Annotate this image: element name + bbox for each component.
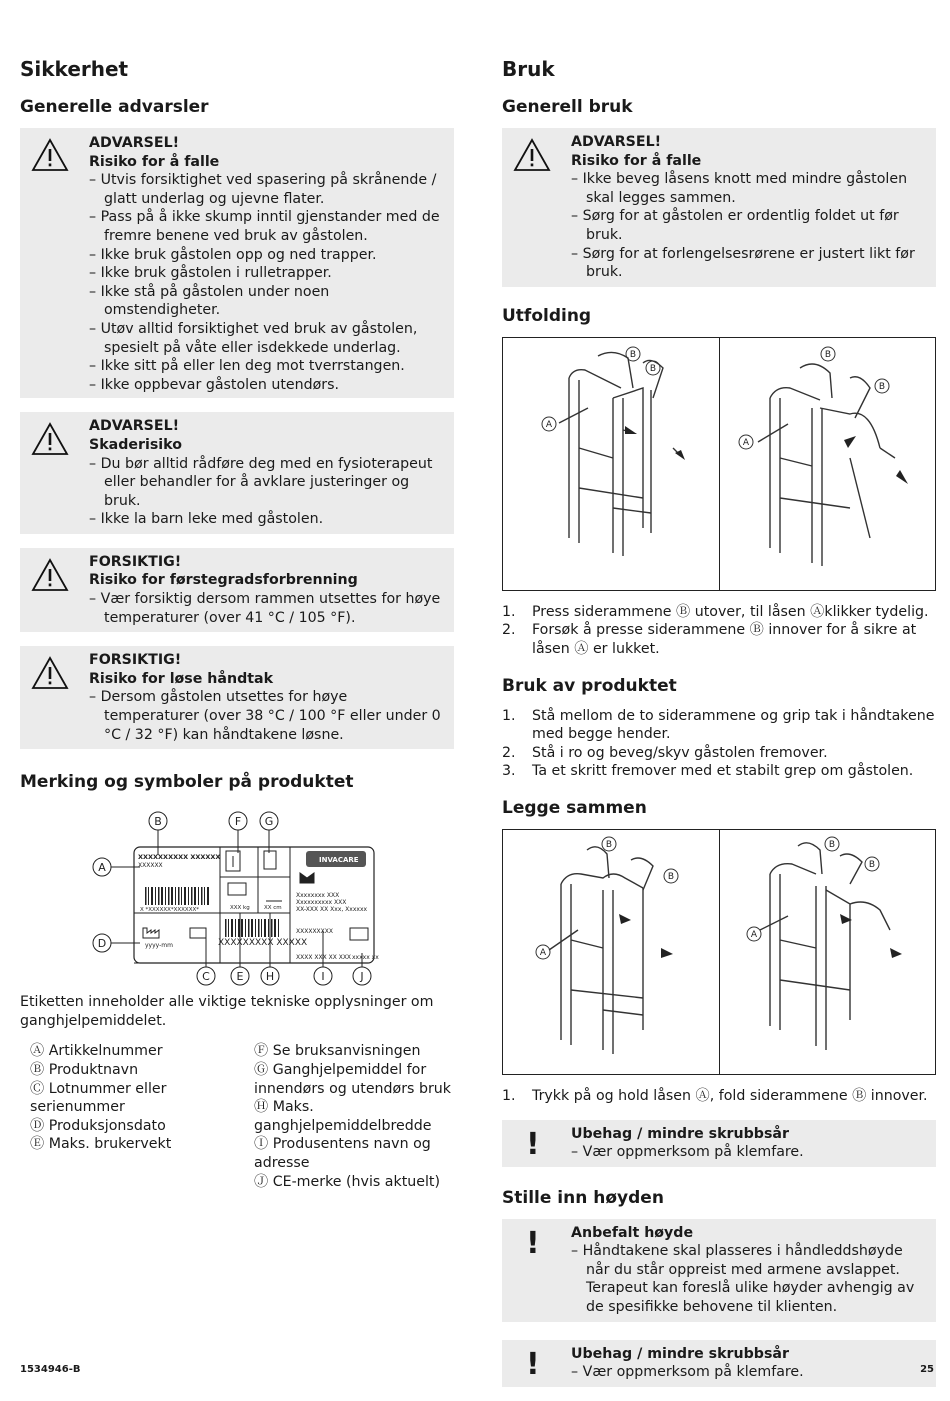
note-title: Ubehag / mindre skrubbsår: [571, 1345, 789, 1362]
note-item: – Håndtakene skal plasseres i håndleddshøyde når du står oppreist med armene avslappet. Terapeut kan foreslå ulike høyder avhengig av de spesifikke behovene til klienten.: [571, 1242, 928, 1316]
folding-illustration-2: [719, 830, 936, 1074]
section-labels-symbols: Merking og symboler på produktet: [20, 772, 354, 793]
unfolding-figure: [502, 337, 936, 591]
footer-page-number: 25: [920, 1364, 934, 1375]
caution-label: FORSIKTIG!: [89, 553, 182, 570]
note-title: Ubehag / mindre skrubbsår: [571, 1125, 789, 1142]
warning-item: – Du bør alltid rådføre deg med en fysioterapeut eller behandler for å avklare justeringer og bruk.: [89, 455, 446, 511]
exclamation-icon: !: [526, 1346, 540, 1382]
caution-box-handles: [20, 646, 454, 749]
callout-b: B: [828, 839, 836, 850]
label-line1: XXXXXXXXXX XXXXXX: [138, 853, 221, 862]
warning-title: Skaderisiko: [89, 436, 182, 453]
callout-d: D: [97, 937, 107, 951]
warning-triangle-icon: [31, 422, 69, 456]
section-unfolding: Utfolding: [502, 305, 592, 326]
step-text: Stå i ro og beveg/skyv gåstolen fremover.: [532, 744, 828, 761]
warning-item: – Ikke oppbevar gåstolen utendørs.: [89, 376, 446, 395]
step-number: 3.: [502, 763, 516, 780]
step-number: 2.: [502, 622, 516, 639]
walker-unfold-illustration: [720, 338, 936, 590]
warning-label: ADVARSEL!: [571, 134, 662, 150]
callout-b: B: [667, 871, 675, 882]
legend-item: Ⓓ Produksjonsdato: [30, 1117, 166, 1134]
step-text: Stå mellom de to siderammene og grip tak i håndtakene med begge hender.: [532, 707, 935, 743]
step-item: [502, 1087, 936, 1106]
exclamation-icon: !: [526, 1126, 540, 1162]
label-address-2: Xxxxxxxxxx XXX: [296, 899, 347, 907]
note-item: – Vær oppmerksom på klemfare.: [571, 1363, 928, 1382]
product-label-figure: [20, 803, 454, 989]
section-folding: Legge sammen: [502, 797, 647, 818]
caution-item: – Vær forsiktig dersom rammen utsettes for høye temperaturer (over 41 °C / 105 °F).: [89, 590, 446, 627]
callout-h: H: [265, 970, 275, 984]
unfolding-steps: [502, 603, 936, 659]
section-height-adjust: Stille inn høyden: [502, 1187, 664, 1208]
section-general-warnings: Generelle advarsler: [20, 97, 209, 117]
legend-item: Ⓖ Ganghjelpemiddel for innendørs og utendørs bruk: [254, 1062, 452, 1097]
callout-f: F: [234, 815, 242, 829]
warning-item: – Sørg for at gåstolen er ordentlig foldet ut før bruk.: [571, 207, 928, 244]
step-text: Ta et skritt fremover med et stabilt grep om gåstolen.: [532, 763, 914, 780]
callout-b: B: [154, 815, 162, 829]
walker-unfold-illustration: [503, 338, 719, 590]
unfolding-illustration-2: [719, 338, 936, 590]
callout-i: I: [321, 970, 325, 984]
folding-figure: [502, 829, 936, 1075]
caution-box-burn: [20, 548, 454, 632]
warning-item: – Ikke beveg låsens knott med mindre gåstolen skal legges sammen.: [571, 170, 928, 207]
callout-b: B: [824, 349, 832, 360]
warning-box-fall: [20, 128, 454, 398]
callout-b: B: [629, 349, 637, 360]
warning-item: – Utøv alltid forsiktighet ved bruk av gåstolen, spesielt på våte eller isdekkede underlag.: [89, 320, 446, 357]
walker-fold-illustration: [720, 830, 936, 1074]
label-line2: XXXXXX: [138, 862, 163, 870]
warning-title: Risiko for å falle: [89, 153, 220, 170]
legend-item: Ⓙ CE-merke (hvis aktuelt): [254, 1173, 441, 1190]
warning-item: – Ikke bruk gåstolen i rulletrapper.: [89, 264, 446, 283]
legend-item: Ⓘ Produsentens navn og adresse: [254, 1136, 431, 1171]
unfolding-illustration-1: [503, 338, 719, 590]
callout-e: E: [236, 970, 244, 984]
legend-item: Ⓕ Se bruksanvisningen: [254, 1043, 421, 1060]
use-steps: [502, 707, 936, 781]
label-ce: xxxxx xx: [352, 954, 379, 962]
label-bottom: XXXX XXX XX XXX: [296, 954, 352, 962]
legend-item: Ⓒ Lotnummer eller serienummer: [30, 1080, 167, 1116]
step-number: 2.: [502, 744, 516, 761]
label-date: yyyy-mm: [145, 942, 173, 950]
warning-label: ADVARSEL!: [89, 135, 180, 151]
label-brand-logo: INVACARE: [319, 856, 359, 865]
warning-triangle-icon: [31, 558, 69, 592]
caution-label: FORSIKTIG!: [89, 652, 182, 669]
caution-title: Risiko for førstegradsforbrenning: [89, 572, 358, 589]
warning-label: ADVARSEL!: [89, 418, 180, 435]
step-item: [502, 603, 936, 622]
label-lot: XXXXXXXXX: [296, 928, 333, 936]
caution-title: Risiko for løse håndtak: [89, 670, 274, 687]
warning-triangle-icon: [31, 138, 69, 172]
warning-box-use: [502, 128, 936, 287]
callout-b: B: [605, 839, 613, 850]
legend-item: Ⓑ Produktnavn: [30, 1062, 139, 1078]
label-address-3: XX-XXX XX Xxx, Xxxxxx: [296, 906, 368, 914]
warning-item: – Utvis forsiktighet ved spasering på skrånende / glatt underlag og ujevne flater.: [89, 171, 446, 208]
callout-b: B: [878, 381, 886, 392]
warning-triangle-icon: [513, 138, 551, 172]
label-barcode-text: X *XXXXXX*XXXXXX*: [140, 907, 199, 914]
warning-item: – Ikke stå på gåstolen under noen omstendigheter.: [89, 283, 446, 320]
caution-item: – Dersom gåstolen utsettes for høye temperaturer (over 38 °C / 100 °F eller under 0 °C / 32 °F) kan håndtakene løsne.: [89, 688, 446, 744]
symbol-legend: [20, 1042, 454, 1191]
callout-g: G: [264, 815, 274, 829]
note-box-recommended-height: [502, 1219, 936, 1322]
step-item: [502, 744, 936, 763]
right-column: [502, 52, 936, 1401]
warning-title: Risiko for å falle: [571, 152, 702, 169]
step-number: 1.: [502, 707, 516, 724]
warning-item: – Sørg for at forlengelsesrørene er justert likt før bruk.: [571, 245, 928, 282]
callout-a: A: [750, 929, 758, 940]
legend-item: Ⓔ Maks. brukervekt: [30, 1136, 172, 1153]
page-title-use: Bruk: [502, 57, 555, 81]
label-description: Etiketten inneholder alle viktige tekniske opplysninger om ganghjelpemiddelet.: [20, 994, 434, 1029]
callout-a: A: [742, 437, 750, 448]
label-mid: XXXXXXXXX XXXXX: [218, 938, 308, 949]
step-text: Press siderammene Ⓑ utover, til låsen Ⓐklikker tydelig.: [532, 603, 929, 620]
folding-illustration-1: [503, 830, 719, 1074]
note-title: Anbefalt høyde: [571, 1224, 694, 1241]
callout-j: J: [360, 970, 364, 984]
callout-c: C: [202, 970, 210, 984]
callout-a: A: [545, 419, 553, 430]
exclamation-icon: !: [526, 1225, 540, 1261]
callout-a: A: [98, 861, 106, 875]
step-item: [502, 707, 936, 744]
warning-item: – Pass på å ikke skump inntil gjenstander med de fremre benene ved bruk av gåstolen.: [89, 208, 446, 245]
step-text: Forsøk å presse siderammene Ⓑ innover for å sikre at låsen Ⓐ er lukket.: [532, 622, 917, 657]
walker-fold-illustration: [503, 830, 719, 1074]
step-item: [502, 621, 936, 658]
page-title-safety: Sikkerhet: [20, 57, 129, 81]
symbol-legend-right: [244, 1042, 454, 1191]
note-box-pinch-2: [502, 1340, 936, 1387]
step-text: Trykk på og hold låsen Ⓐ, fold siderammene Ⓑ innover.: [532, 1087, 928, 1104]
label-address-1: Xxxxxxxx XXX: [296, 892, 340, 900]
left-column: [20, 52, 454, 1191]
callout-b: B: [868, 859, 876, 870]
legend-item: Ⓗ Maks. ganghjelpemiddelbredde: [254, 1099, 432, 1134]
warning-item: – Ikke bruk gåstolen opp og ned trapper.: [89, 246, 446, 265]
step-item: [502, 762, 936, 781]
warning-item: – Ikke la barn leke med gåstolen.: [89, 510, 446, 529]
section-product-use: Bruk av produktet: [502, 675, 677, 696]
folding-steps: [502, 1087, 936, 1106]
legend-item: Ⓐ Artikkelnummer: [30, 1043, 163, 1060]
section-general-use: Generell bruk: [502, 97, 633, 117]
label-cm: XX cm: [264, 905, 282, 912]
footer-doc-number: 1534946-B: [20, 1364, 81, 1375]
warning-triangle-icon: [31, 656, 69, 690]
step-number: 1.: [502, 603, 516, 620]
warning-box-injury: [20, 412, 454, 534]
warning-item: – Ikke sitt på eller len deg mot tverrstangen.: [89, 357, 446, 376]
note-item: – Vær oppmerksom på klemfare.: [571, 1143, 928, 1162]
callout-b: B: [649, 363, 657, 374]
callout-a: A: [539, 947, 547, 958]
step-number: 1.: [502, 1087, 516, 1104]
note-box-pinch: [502, 1120, 936, 1167]
symbol-legend-left: [20, 1042, 230, 1191]
label-kg: XXX kg: [230, 905, 250, 912]
